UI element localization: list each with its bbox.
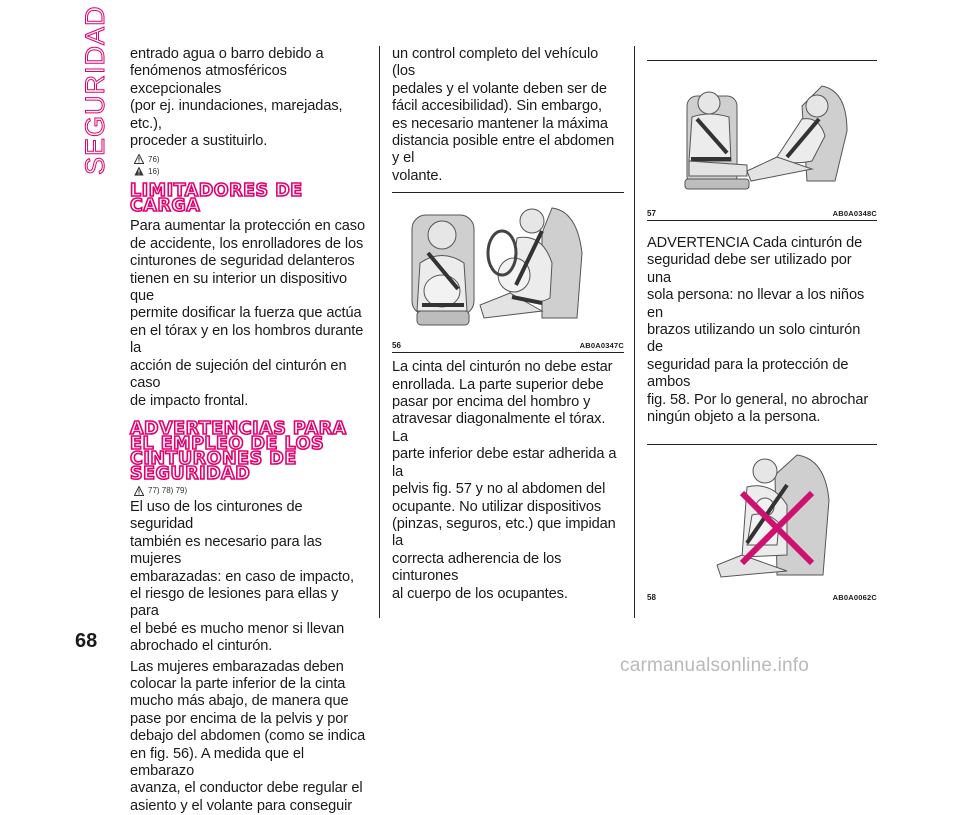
pregnant-woman-seatbelt-illustration [392,193,624,333]
steering-distance-paragraph: un control completo del vehículo (los pedales y el volante deben ser de fácil accesibilidad). Sin embargo, es necesario mantener la máxima distancia posible entre el abdomen y el volante. [392,46,615,184]
figure-57 [647,61,877,218]
figure-caption [647,590,877,602]
section-heading-load-limiters: LIMITADORES DE CARGA [130,181,303,217]
warning-triangle-icon [134,486,144,496]
intro-paragraph: entrado agua o barro debido a fenómenos atmosféricos excepcionales (por ej. inundaciones, marejadas, etc.), proceder a sustituirlo. [130,46,343,150]
figure-separator [392,352,624,353]
figure-separator [647,220,877,221]
figure-code: AB0A0347C [579,341,624,351]
figure-58 [647,445,877,602]
one-person-per-belt-paragraph: ADVERTENCIA Cada cinturón de seguridad debe ser utilizado por una sola persona: no llevar a los niños en brazos utilizando un solo cinturón de seguridad para la protección de ambos fig. 58. Por lo general, no abrochar ningún objeto a la persona. [647,235,869,426]
figure-code: AB0A0348C [832,209,877,218]
column-3 [647,60,877,602]
figure-number: 58 [647,593,656,603]
column-divider [634,46,635,618]
load-limiters-paragraph: Para aumentar la protección en caso de accidente, los enrolladores de los cinturones de seguridad delanteros tienen en su interior un dispositivo que permite dosificar la fuerza que actúa en el tórax y en los hombros durante la acción de sujeción del cinturón en caso de impacto frontal. [130,218,366,409]
warning-ref: 76) [134,154,368,164]
caution-icon [134,166,144,176]
section-heading-seatbelt-warnings: ADVERTENCIAS PARA EL EMPLEO DE LOS CINTURONES DE SEGURIDAD [130,418,347,484]
pregnant-position-paragraph: Las mujeres embarazadas deben colocar la parte inferior de la cinta mucho más abajo, de manera que pase por encima de la pelvis y por debajo del abdomen (como se indica en fig. 56). A medida que el embarazo avanza, el conductor debe regular el asiento y el volante para conseguir [130,658,366,814]
caution-ref: 16) [134,166,368,176]
seated-occupants-belt-illustration [647,61,877,201]
page-number: 68 [75,630,98,652]
pregnant-paragraph: El uso de los cinturones de seguridad también es necesario para las mujeres embarazadas: en caso de impacto, el riesgo de lesiones para ellas y para el bebé es mucho menor si llevan abrochado el cinturón. [130,498,354,655]
warning-ref: 77) 78) 79) [134,486,368,496]
belt-routing-paragraph: La cinta del cinturón no debe estar enrollada. La parte superior debe pasar por encima del hombro y atravesar diagonalmente el tórax. La parte inferior debe estar adherida a la pelvis fig. 57 y no al abdomen del ocupante. No utilizar dispositivos (pinzas, seguros, etc.) que impidan la correcta adherencia de los cinturones al cuerpo de los ocupantes. [392,359,617,602]
column-divider [379,46,380,618]
figure-caption [647,206,877,218]
child-on-lap-prohibited-illustration [647,445,877,585]
figure-caption [392,338,624,350]
figure-number: 57 [647,209,656,218]
figure-code: AB0A0062C [832,593,877,603]
column-1 [130,46,368,815]
column-2 [392,46,624,603]
watermark: carmanualsonline.info [620,655,810,676]
warning-triangle-icon [134,154,144,164]
figure-56 [392,193,624,350]
figure-number: 56 [392,341,401,351]
